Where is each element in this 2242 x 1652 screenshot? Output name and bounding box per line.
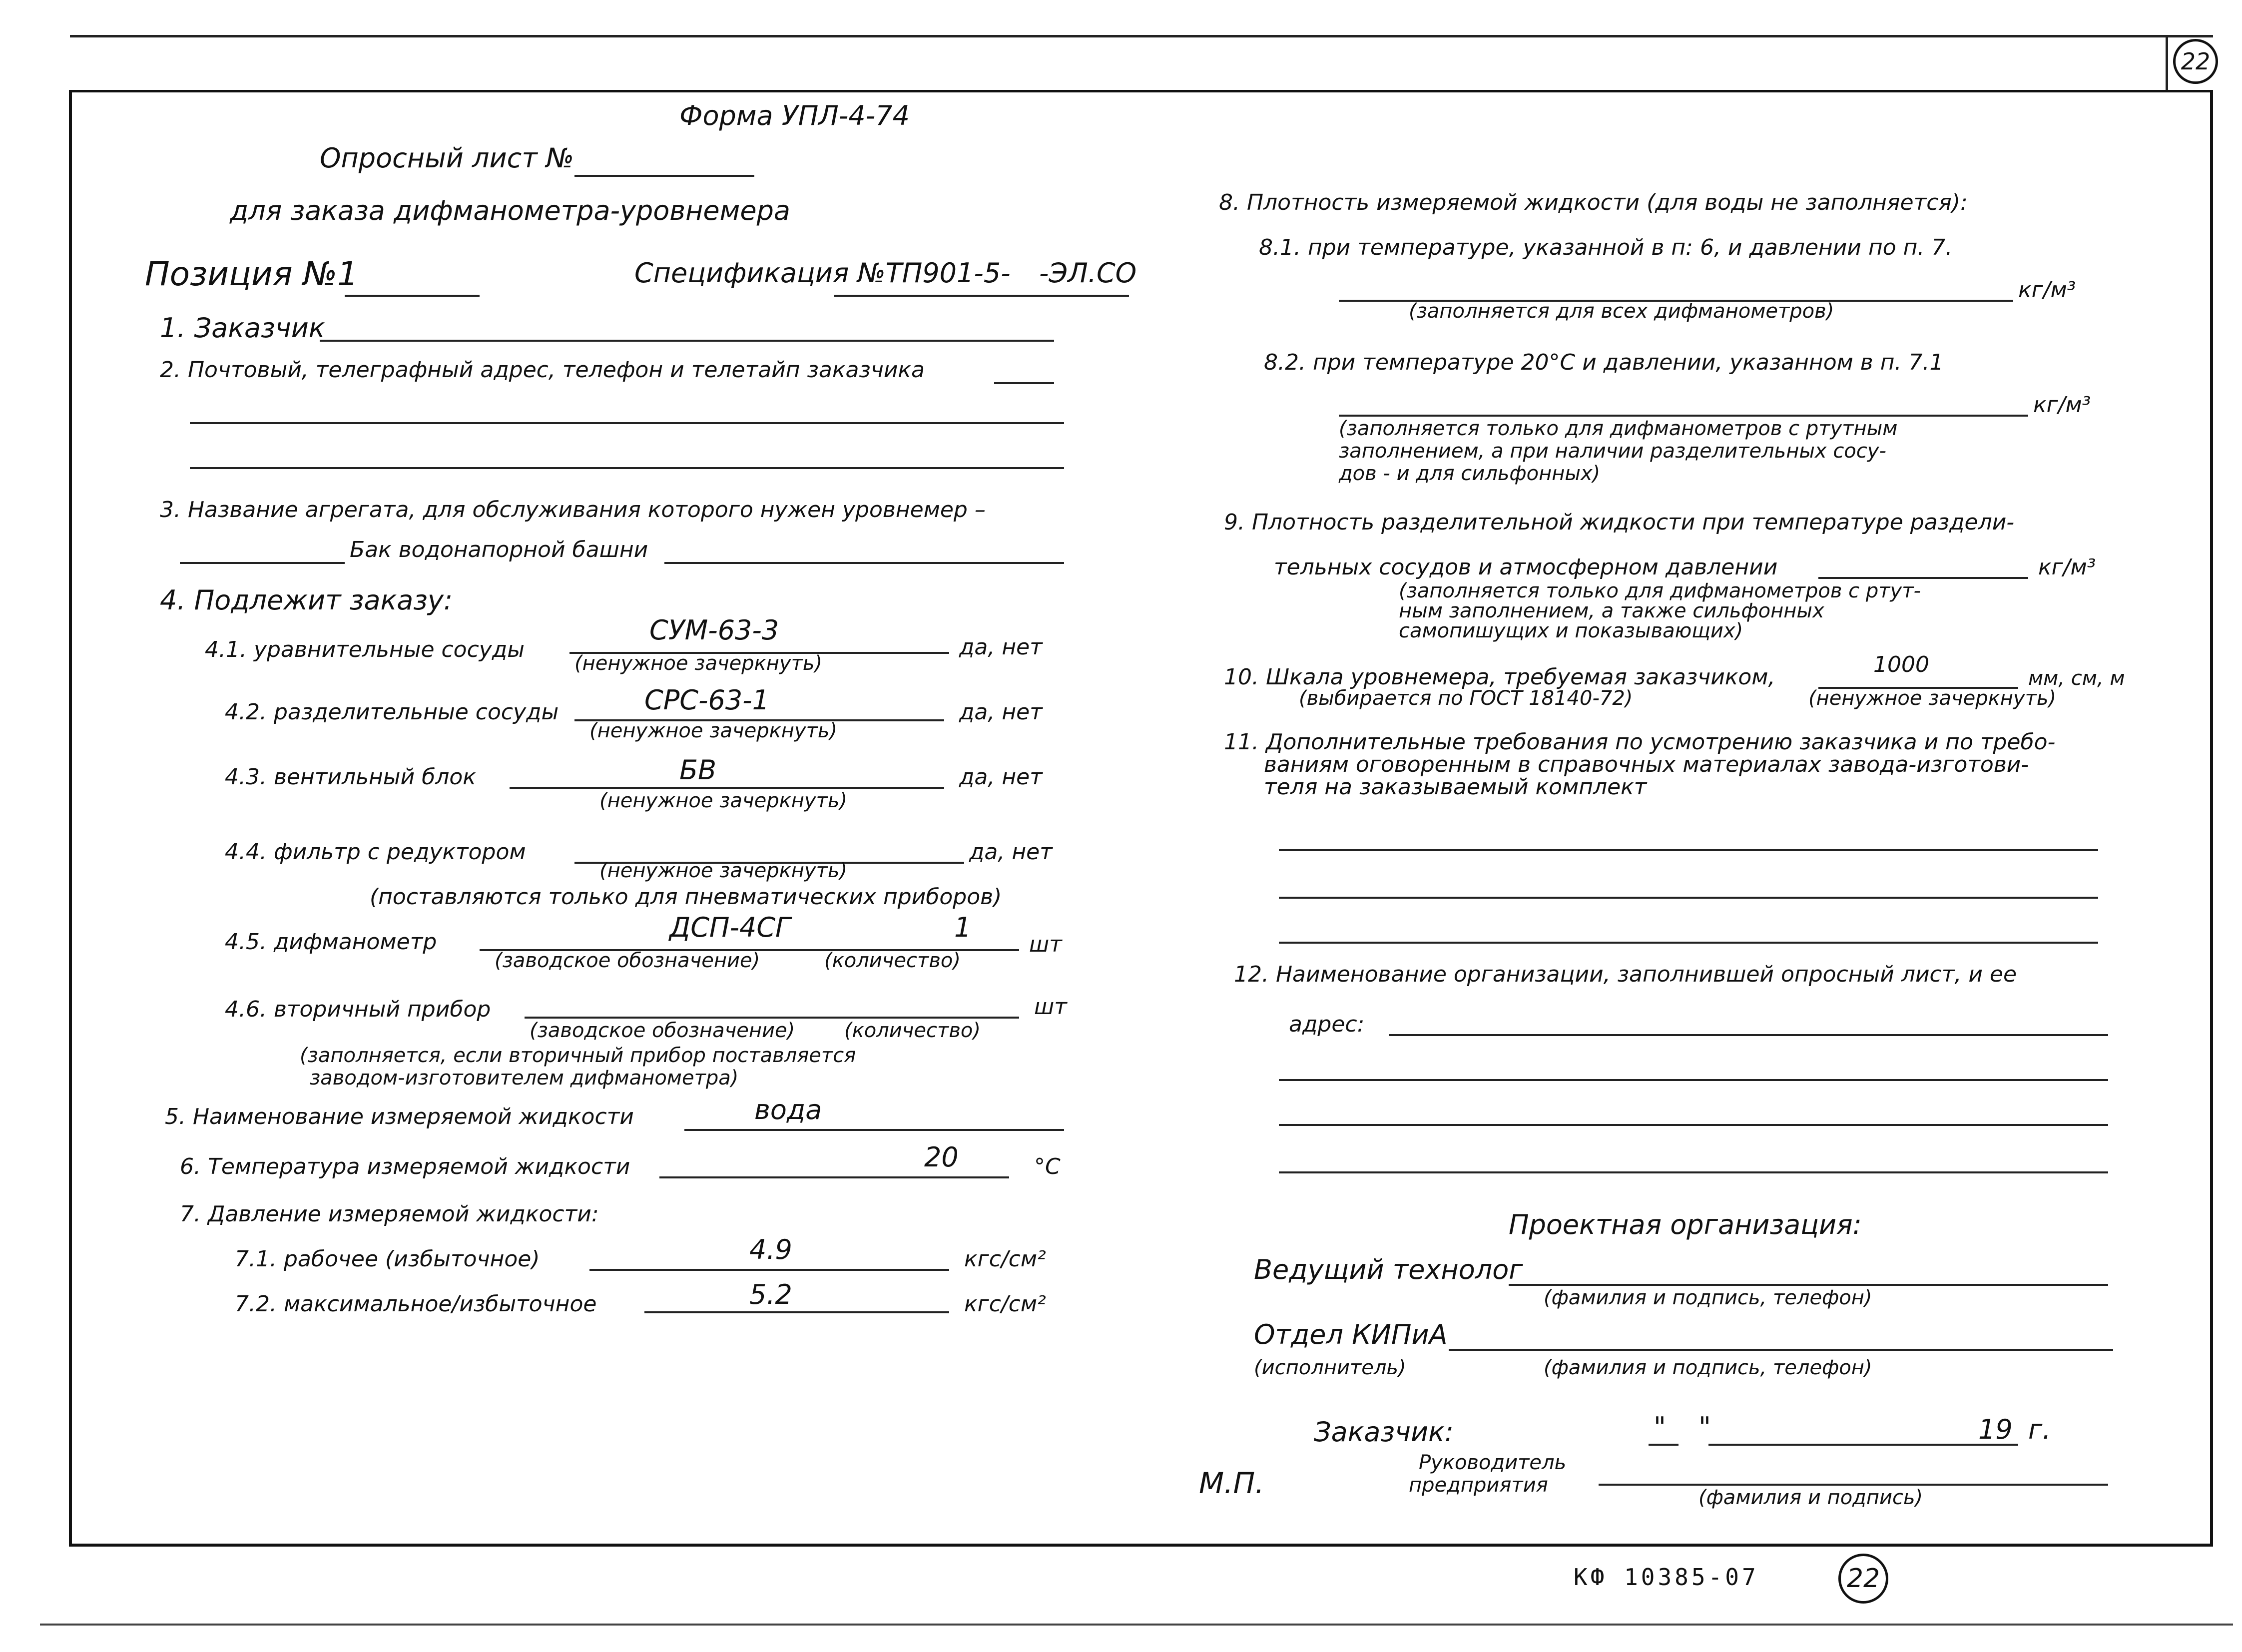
item-4-5-label: 4.5. дифманометр <box>225 929 437 955</box>
item-10-note1: (выбирается по ГОСТ 18140-72) <box>1299 687 1633 710</box>
sheet-title: Опросный лист № <box>320 142 574 174</box>
item-9-note3: самопишущих и показывающих) <box>1399 619 1743 642</box>
item-4-2-value: СРС-63-1 <box>644 684 770 716</box>
item-7-1-value: 4.9 <box>749 1234 792 1265</box>
head-title-2: предприятия <box>1409 1474 1548 1497</box>
item-12-organization: 12. Наименование организации, заполнившей опросный лист, и ее <box>1234 962 2017 987</box>
item-12-line-d <box>1279 1171 2108 1173</box>
sheet-purpose: для заказа дифманометра-уровнемера <box>230 195 790 226</box>
item-3-line-pre <box>180 562 345 564</box>
item-4-1-note: (ненужное зачеркнуть) <box>574 652 823 675</box>
item-4-3-value: БВ <box>679 754 717 786</box>
date-quote-close: " <box>1698 1411 1711 1443</box>
item-8-2-line <box>1339 415 2028 417</box>
item-4-4-label: 4.4. фильтр с редуктором <box>225 839 526 865</box>
sheet-number-line <box>574 175 754 177</box>
dept-executor: (исполнитель) <box>1254 1356 1406 1379</box>
date-year-line <box>1968 1444 2018 1446</box>
item-7-pressure: 7. Давление измеряемой жидкости: <box>180 1201 599 1227</box>
item-6-temperature: 6. Температура измеряемой жидкости <box>180 1154 630 1179</box>
item-8-density: 8. Плотность измеряемой жидкости (для воды не заполняется): <box>1219 190 1968 215</box>
item-9-unit: кг/м³ <box>2038 554 2096 580</box>
item-11-line-a <box>1279 849 2098 851</box>
item-8-2-label: 8.2. при температуре 20°С и давлении, указанном в п. 7.1 <box>1264 350 1944 375</box>
position: Позиция №1 <box>145 255 359 293</box>
corner-page-number: 22 <box>2173 39 2218 84</box>
item-4-1-label: 4.1. уравнительные сосуды <box>205 637 525 662</box>
item-4-6-note3: (заполняется, если вторичный прибор поставляется <box>300 1044 856 1067</box>
item-4-4-note2: (поставляются только для пневматических приборов) <box>370 884 1002 910</box>
item-9-note1: (заполняется только для дифманометров с ртут- <box>1399 579 1921 602</box>
item-12-line-c <box>1279 1124 2108 1126</box>
item-4-3-label: 4.3. вентильный блок <box>225 764 476 790</box>
item-7-1-label: 7.1. рабочее (избыточное) <box>235 1246 540 1272</box>
date-quote-open: " <box>1654 1411 1666 1443</box>
item-9-line <box>1818 577 2028 579</box>
dept: Отдел КИПиА <box>1254 1319 1448 1350</box>
page-number: 22 <box>1838 1554 1888 1604</box>
item-11-a: 11. Дополнительные требования по усмотрению заказчика и по требо- <box>1224 729 2056 755</box>
stamp-place: М.П. <box>1199 1466 1264 1500</box>
item-8-2-note2: заполнением, а при наличии разделительных сосу- <box>1339 440 1886 463</box>
item-10-note2: (ненужное зачеркнуть) <box>1808 687 2057 710</box>
item-1-line <box>320 340 1054 342</box>
item-4-3-option: да, нет <box>959 764 1043 790</box>
item-3-unit: 3. Название агрегата, для обслуживания которого нужен уровнемер – <box>160 497 986 523</box>
item-4-2-option: да, нет <box>959 699 1043 725</box>
item-11-b: ваниям оговоренным в справочных материалах завода-изготови- <box>1264 752 2029 777</box>
date-year: 19 <box>1978 1414 2013 1445</box>
item-11-line-b <box>1279 897 2098 899</box>
item-3-value: Бак водонапорной башни <box>350 537 648 562</box>
item-12-address: адрес: <box>1289 1012 1365 1037</box>
item-7-1-unit: кгс/см² <box>964 1246 1046 1272</box>
spec-suffix: -ЭЛ.СО <box>1039 257 1137 289</box>
item-6-line <box>659 1176 1009 1178</box>
item-1-customer: 1. Заказчик <box>160 312 325 344</box>
item-4-3-line <box>510 787 944 789</box>
spec-line <box>834 295 1129 297</box>
item-4-6-unit: шт <box>1034 994 1067 1020</box>
item-4-5-qty: 1 <box>954 912 972 943</box>
item-10-value: 1000 <box>1873 652 1929 677</box>
item-12-line-b <box>1279 1079 2108 1081</box>
item-8-2-note1: (заполняется только для дифманометров с ртутным <box>1339 417 1898 440</box>
item-8-2-note3: дов - и для сильфонных) <box>1339 462 1601 485</box>
item-4-6-line <box>525 1017 1019 1019</box>
page-frame <box>69 90 2213 1547</box>
item-4-5-unit: шт <box>1029 932 1062 957</box>
item-4-2-label: 4.2. разделительные сосуды <box>225 699 559 725</box>
item-4-4-option: да, нет <box>969 839 1053 865</box>
lead-line <box>1509 1284 2108 1286</box>
item-3-line <box>664 562 1064 564</box>
item-5-value: вода <box>754 1094 822 1125</box>
dept-note: (фамилия и подпись, телефон) <box>1544 1356 1872 1379</box>
item-8-1-label: 8.1. при температуре, указанной в п: 6, и давлении по п. 7. <box>1259 235 1953 260</box>
item-4-1-value: СУМ-63-3 <box>649 614 779 646</box>
item-2-line-c <box>190 467 1064 469</box>
lead-technologist: Ведущий технолог <box>1254 1254 1523 1285</box>
form-number: Форма УПЛ-4-74 <box>679 100 910 131</box>
spec-label: Спецификация №ТП901-5- <box>634 257 1011 289</box>
item-7-2-label: 7.2. максимальное/избыточное <box>235 1291 597 1317</box>
item-9-label-b: тельных сосудов и атмосферном давлении <box>1274 554 1778 580</box>
bottom-rule <box>40 1624 2233 1626</box>
item-4-order: 4. Подлежит заказу: <box>160 584 453 616</box>
item-10-scale: 10. Шкала уровнемера, требуемая заказчиком, <box>1224 664 1775 690</box>
item-4-1-option: да, нет <box>959 634 1043 660</box>
item-7-2-unit: кгс/см² <box>964 1291 1046 1317</box>
item-11-line-c <box>1279 942 2098 944</box>
item-6-value: 20 <box>924 1141 959 1173</box>
item-2-line-a <box>994 382 1054 384</box>
item-4-5-value: ДСП-4СГ <box>669 912 791 943</box>
item-4-3-note: (ненужное зачеркнуть) <box>599 789 848 812</box>
head-line <box>1599 1484 2108 1486</box>
top-rule <box>70 35 2213 37</box>
item-9-label-a: 9. Плотность разделительной жидкости при температуре раздели- <box>1224 510 2015 535</box>
position-line <box>345 295 480 297</box>
item-5-line <box>684 1129 1064 1131</box>
item-5-liquid: 5. Наименование измеряемой жидкости <box>165 1104 634 1129</box>
item-7-2-value: 5.2 <box>749 1279 792 1310</box>
date-g: г. <box>2028 1414 2051 1445</box>
item-4-5-note2: (количество) <box>824 949 961 972</box>
item-10-unit: мм, см, м <box>2028 667 2125 690</box>
item-8-2-unit: кг/м³ <box>2033 392 2091 418</box>
head-note: (фамилия и подпись) <box>1698 1486 1923 1509</box>
item-4-2-note: (ненужное зачеркнуть) <box>589 719 838 742</box>
item-11-c: теля на заказываемый комплект <box>1264 774 1647 800</box>
item-4-4-note: (ненужное зачеркнуть) <box>599 859 848 882</box>
item-12-line-a <box>1389 1034 2108 1036</box>
date-month-line <box>1708 1444 1968 1446</box>
item-4-6-note4: заводом-изготовителем дифманометра) <box>310 1067 739 1090</box>
dept-line <box>1449 1349 2113 1351</box>
lead-note: (фамилия и подпись, телефон) <box>1544 1286 1872 1309</box>
customer-label: Заказчик: <box>1314 1416 1454 1448</box>
date-day-line <box>1649 1444 1679 1446</box>
item-2-address: 2. Почтовый, телеграфный адрес, телефон и телетайп заказчика <box>160 357 925 383</box>
document-code: КФ 10385-07 <box>1574 1564 1759 1591</box>
item-7-2-line <box>644 1311 949 1313</box>
head-title-1: Руководитель <box>1419 1451 1567 1474</box>
item-4-6-label: 4.6. вторичный прибор <box>225 997 491 1022</box>
item-4-6-note1: (заводское обозначение) <box>530 1019 795 1042</box>
item-2-line-b <box>190 422 1064 424</box>
item-6-unit: °С <box>1034 1154 1061 1179</box>
org-title: Проектная организация: <box>1509 1209 1862 1240</box>
item-8-1-note: (заполняется для всех дифманометров) <box>1409 300 1834 323</box>
item-4-6-note2: (количество) <box>844 1019 981 1042</box>
item-4-5-note1: (заводское обозначение) <box>495 949 760 972</box>
item-9-note2: ным заполнением, а также сильфонных <box>1399 599 1824 622</box>
item-8-1-unit: кг/м³ <box>2018 277 2076 303</box>
item-7-1-line <box>589 1269 949 1271</box>
